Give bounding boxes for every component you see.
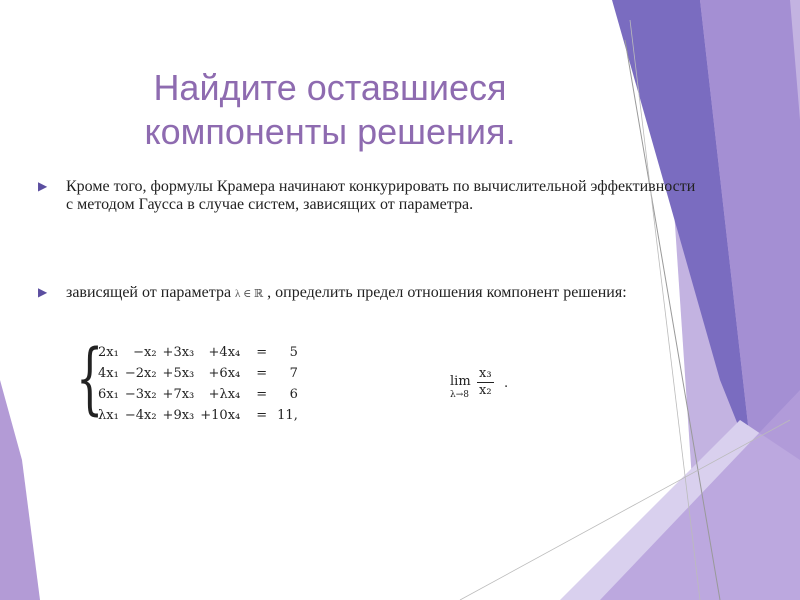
- bullet-2-text-before: зависящей от параметра: [66, 284, 232, 301]
- rhs: 7: [289, 366, 298, 381]
- term: +5x₃: [162, 366, 195, 381]
- term: −x₂: [133, 345, 157, 360]
- term: 6x₁: [98, 387, 119, 402]
- equation-table: [98, 342, 304, 426]
- equation-system: [76, 334, 370, 430]
- term: +3x₃: [162, 345, 195, 360]
- left-brace: {: [76, 334, 104, 424]
- period: .: [504, 376, 509, 391]
- title-line-2: компоненты решения.: [144, 111, 516, 152]
- equation-row: [98, 363, 304, 384]
- title-line-1: Найдите оставшиеся: [153, 67, 507, 108]
- fraction: [477, 366, 494, 398]
- term: +4x₄: [208, 345, 241, 360]
- bullet-marker-icon: ▶: [38, 179, 48, 193]
- term: +6x₄: [208, 366, 241, 381]
- slide-title: [60, 66, 600, 154]
- deco-shape-left: [0, 380, 40, 600]
- term: −2x₂: [124, 366, 157, 381]
- rhs: 5: [289, 345, 298, 360]
- term: +10x₄: [200, 408, 241, 423]
- lim-operator: lim: [450, 374, 471, 389]
- equation-row: [98, 342, 304, 363]
- bullet-item-2: [38, 284, 666, 303]
- lim-subscript: λ→8: [450, 390, 469, 400]
- equals-sign: =: [256, 387, 268, 402]
- equals-sign: =: [256, 366, 268, 381]
- equation-row: [98, 384, 304, 405]
- term: +λx₄: [208, 387, 241, 402]
- bullet-2-text-after: , определить предел отношения компонент решения:: [267, 284, 627, 301]
- term: 4x₁: [98, 366, 119, 381]
- bullet-item-1: [38, 178, 706, 214]
- term: +9x₃: [162, 408, 195, 423]
- rhs: 11,: [277, 408, 298, 423]
- parameter-formula: λ ∈ ℝ: [235, 288, 264, 300]
- denominator: x₂: [479, 383, 492, 398]
- term: 2x₁: [98, 345, 119, 360]
- equals-sign: =: [256, 408, 268, 423]
- term: −3x₂: [124, 387, 157, 402]
- rhs: 6: [289, 387, 298, 402]
- equals-sign: =: [256, 345, 268, 360]
- equation-row: [98, 405, 304, 426]
- term: −4x₂: [124, 408, 157, 423]
- term: +7x₃: [162, 387, 195, 402]
- bullet-marker-icon: ▶: [38, 285, 48, 299]
- bullet-1-text: Кроме того, формулы Крамера начинают конкурировать по вычислительной эффективности с методом Гаусса в случае систем, зависящих от параметра.: [66, 178, 696, 213]
- numerator: x₃: [479, 366, 492, 381]
- term: λx₁: [98, 408, 119, 423]
